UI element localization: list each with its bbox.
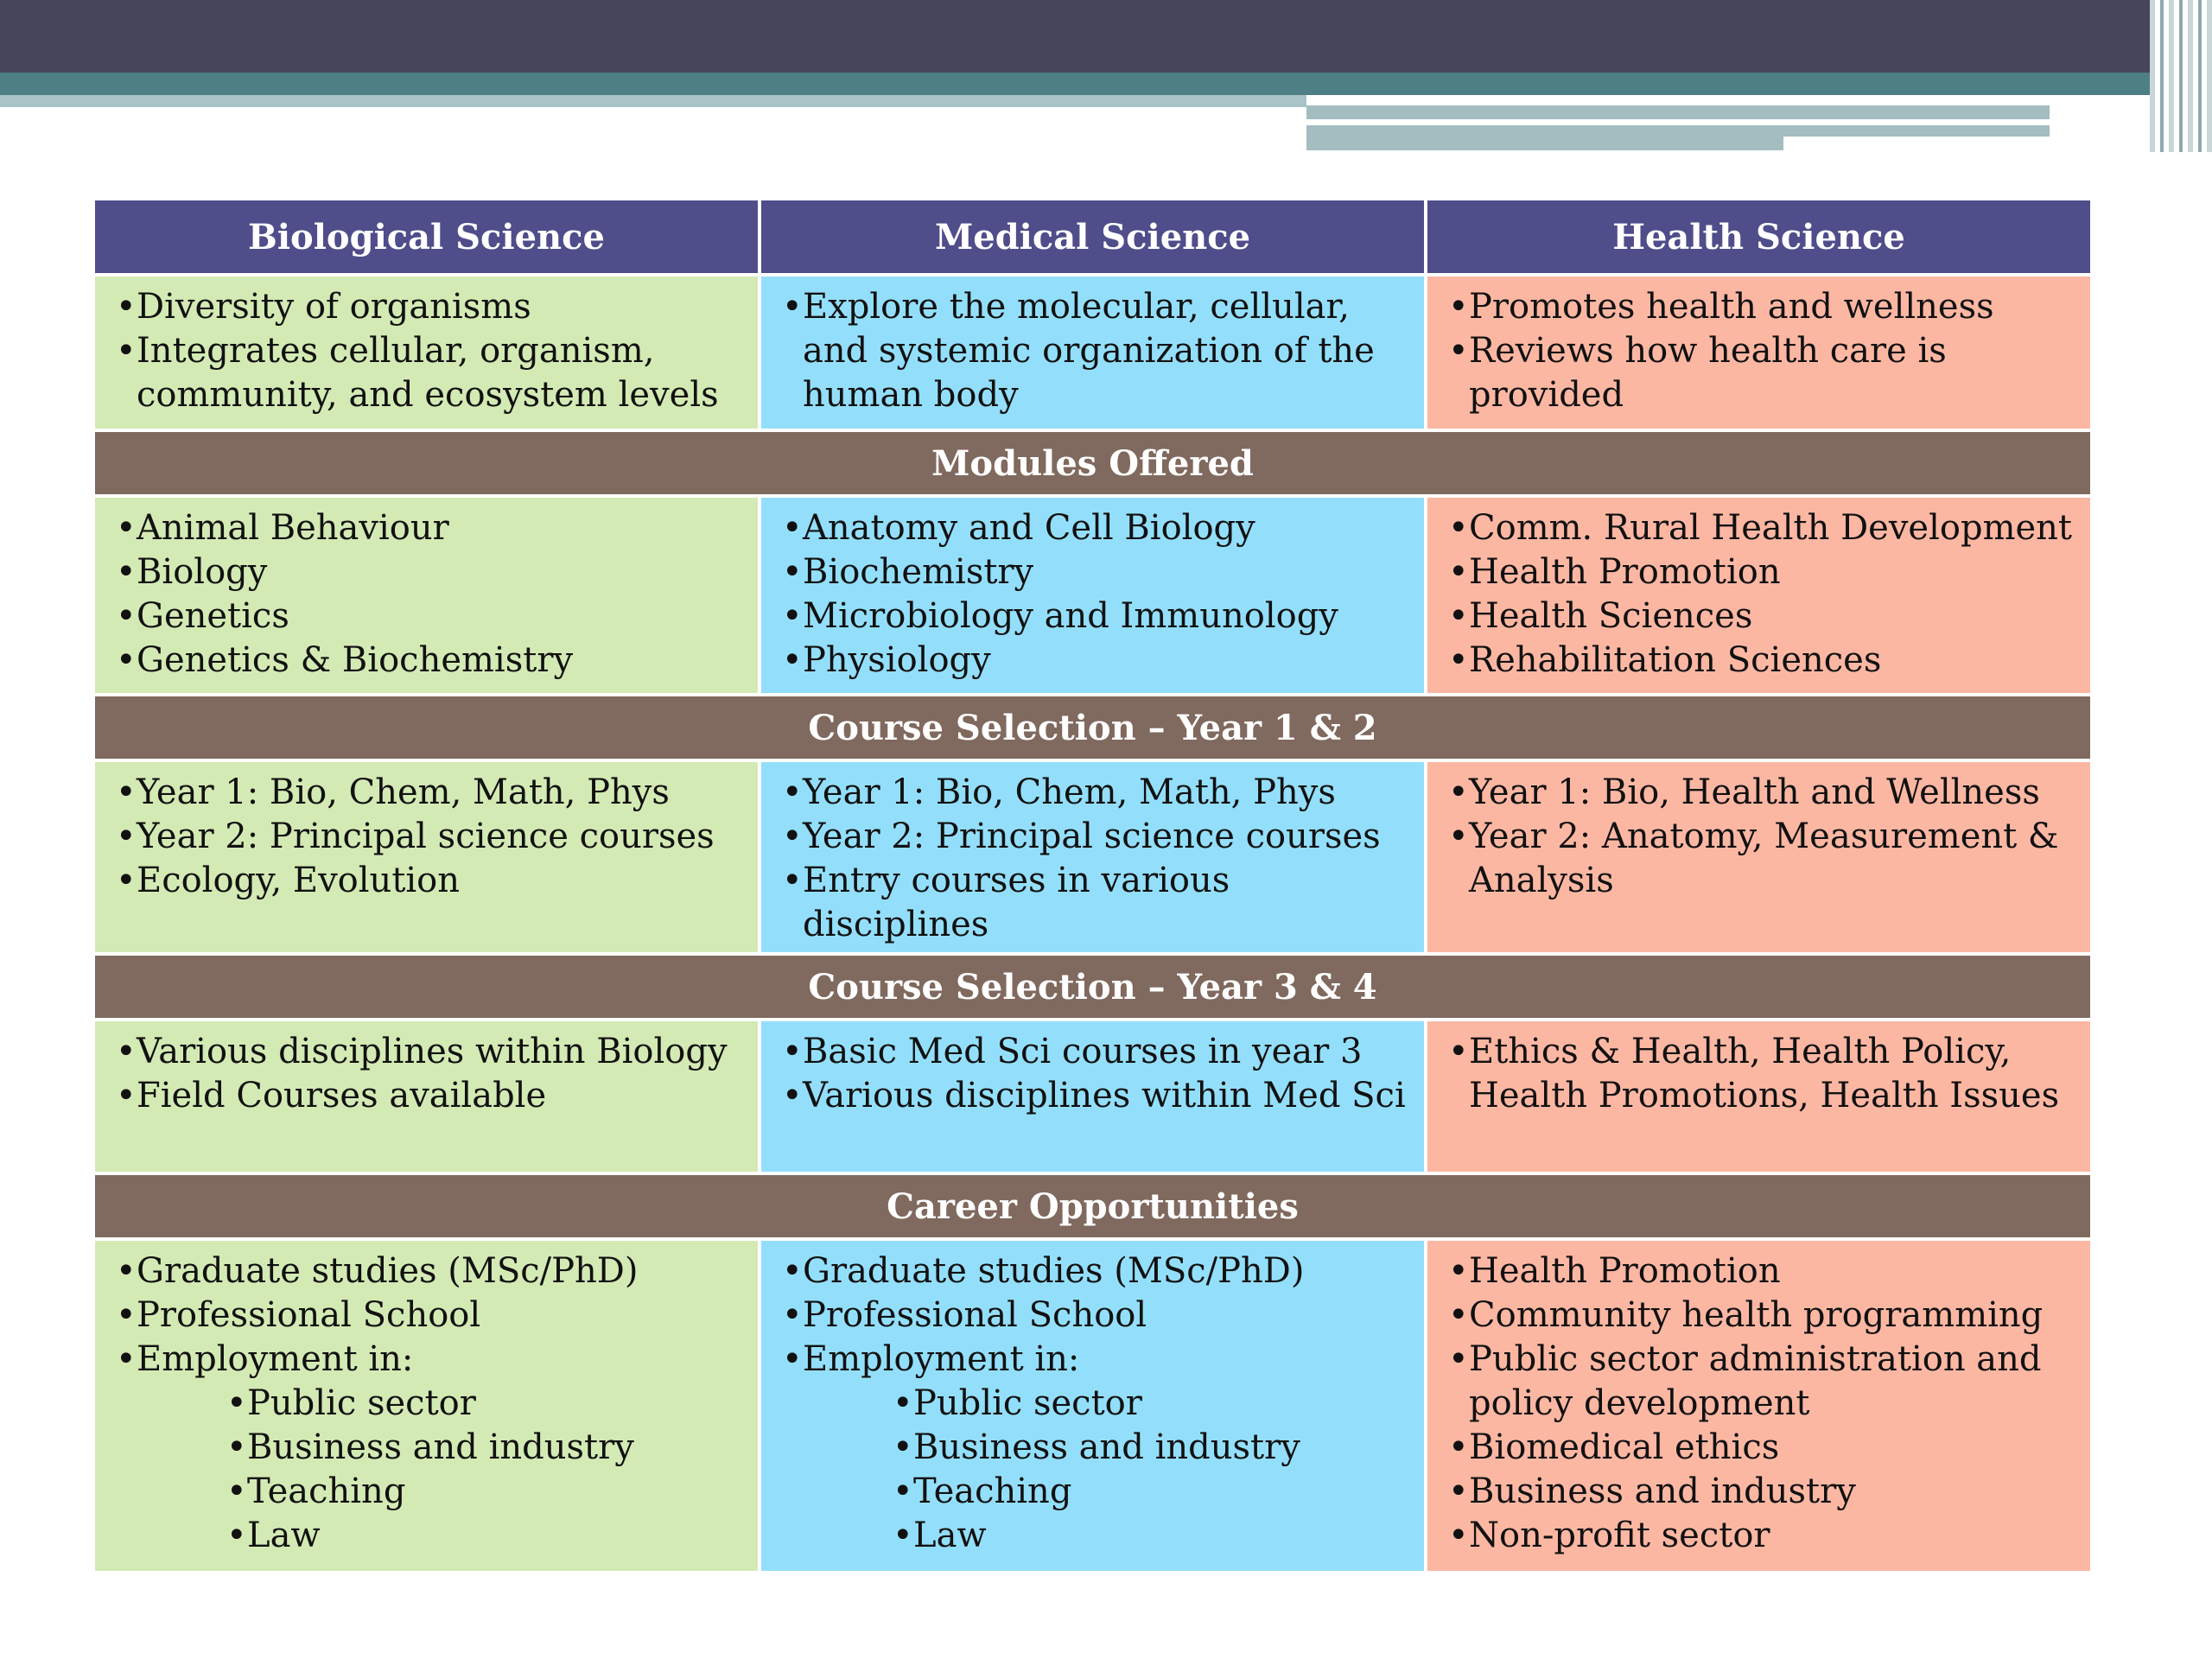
list-item: • Ecology, Evolution bbox=[116, 859, 741, 903]
header-line-short bbox=[1783, 137, 2051, 150]
sub-list-item: • Business and industry bbox=[893, 1426, 1407, 1470]
bio-modules-cell bbox=[95, 498, 758, 693]
list-item: • Employment in: bbox=[782, 1338, 1407, 1382]
list-item: • Health Sciences bbox=[1448, 594, 2073, 639]
list-item: • Year 1: Bio, Chem, Math, Phys bbox=[116, 771, 741, 815]
list-item: • Ethics & Health, Health Policy, Health Promotions, Health Issues bbox=[1448, 1030, 2073, 1118]
bio-year12-cell bbox=[95, 762, 758, 952]
list-item: • Biochemistry bbox=[782, 550, 1407, 594]
section-header-modules: Modules Offered bbox=[95, 432, 2090, 494]
list-item: • Year 1: Bio, Chem, Math, Phys bbox=[782, 771, 1407, 815]
list-item: • Integrates cellular, organism, community, and ecosystem levels bbox=[116, 329, 741, 417]
health-modules-cell bbox=[1427, 498, 2090, 693]
section-header-year-1-2: Course Selection – Year 1 & 2 bbox=[95, 696, 2090, 759]
list-item: • Professional School bbox=[116, 1294, 741, 1338]
sub-list-item: • Law bbox=[226, 1514, 741, 1558]
bio-year34-cell bbox=[95, 1021, 758, 1172]
list-item: • Anatomy and Cell Biology bbox=[782, 506, 1407, 550]
list-item: • Various disciplines within Med Sci bbox=[782, 1074, 1407, 1118]
list-item: • Various disciplines within Biology bbox=[116, 1030, 741, 1074]
health-year12-cell bbox=[1427, 762, 2090, 952]
list-item: • Explore the molecular, cellular, and systemic organization of the human body bbox=[782, 285, 1407, 417]
list-item: • Health Promotion bbox=[1448, 550, 2073, 594]
list-item: • Genetics & Biochemistry bbox=[116, 639, 741, 683]
list-item: • Public sector administration and policy development bbox=[1448, 1338, 2073, 1426]
list-item: • Animal Behaviour bbox=[116, 506, 741, 550]
header-stripe-light bbox=[0, 95, 1306, 107]
list-item: • Professional School bbox=[782, 1294, 1407, 1338]
list-item: • Biology bbox=[116, 550, 741, 594]
list-item: • Community health programming bbox=[1448, 1294, 2073, 1338]
list-item: • Physiology bbox=[782, 639, 1407, 683]
column-header-biological-science: Biological Science bbox=[95, 200, 758, 273]
sub-list-item: • Law bbox=[893, 1514, 1407, 1558]
list-item: • Basic Med Sci courses in year 3 bbox=[782, 1030, 1407, 1074]
header-vertical-bars bbox=[2150, 0, 2212, 152]
list-item: • Year 2: Anatomy, Measurement & Analysis bbox=[1448, 815, 2073, 903]
list-item: • Genetics bbox=[116, 594, 741, 639]
list-item: • Non-profit sector bbox=[1448, 1514, 2073, 1558]
health-description-cell bbox=[1427, 276, 2090, 429]
list-item: • Field Courses available bbox=[116, 1074, 741, 1118]
list-item: • Business and industry bbox=[1448, 1470, 2073, 1514]
header-bar bbox=[0, 0, 2212, 73]
column-header-health-science: Health Science bbox=[1427, 200, 2090, 273]
med-description-cell bbox=[761, 276, 1424, 429]
health-year34-cell bbox=[1427, 1021, 2090, 1172]
sub-list-item: • Public sector bbox=[226, 1382, 741, 1426]
med-careers-cell bbox=[761, 1241, 1424, 1571]
sub-list-item: • Public sector bbox=[893, 1382, 1407, 1426]
list-item: • Year 2: Principal science courses bbox=[116, 815, 741, 859]
bio-description-cell bbox=[95, 276, 758, 429]
list-item: • Diversity of organisms bbox=[116, 285, 741, 329]
list-item: • Microbiology and Immunology bbox=[782, 594, 1407, 639]
list-item: • Rehabilitation Sciences bbox=[1448, 639, 2073, 683]
list-item: • Biomedical ethics bbox=[1448, 1426, 2073, 1470]
program-comparison-table bbox=[95, 200, 2086, 1571]
med-year12-cell bbox=[761, 762, 1424, 952]
header-stripe bbox=[0, 73, 2212, 95]
list-item: • Year 1: Bio, Health and Wellness bbox=[1448, 771, 2073, 815]
sub-list-item: • Teaching bbox=[893, 1470, 1407, 1514]
list-item: • Entry courses in various disciplines bbox=[782, 859, 1407, 947]
list-item: • Promotes health and wellness bbox=[1448, 285, 2073, 329]
sub-list-item: • Teaching bbox=[226, 1470, 741, 1514]
sub-list-item: • Business and industry bbox=[226, 1426, 741, 1470]
header-line bbox=[1306, 119, 2050, 125]
column-header-medical-science: Medical Science bbox=[761, 200, 1424, 273]
list-item: • Health Promotion bbox=[1448, 1249, 2073, 1294]
list-item: • Reviews how health care is provided bbox=[1448, 329, 2073, 417]
health-careers-cell bbox=[1427, 1241, 2090, 1571]
list-item: • Graduate studies (MSc/PhD) bbox=[782, 1249, 1407, 1294]
section-header-careers: Career Opportunities bbox=[95, 1175, 2090, 1237]
list-item: • Graduate studies (MSc/PhD) bbox=[116, 1249, 741, 1294]
list-item: • Year 2: Principal science courses bbox=[782, 815, 1407, 859]
med-year34-cell bbox=[761, 1021, 1424, 1172]
list-item: • Employment in: bbox=[116, 1338, 741, 1382]
list-item: • Comm. Rural Health Development bbox=[1448, 506, 2073, 550]
section-header-year-3-4: Course Selection – Year 3 & 4 bbox=[95, 956, 2090, 1018]
bio-careers-cell bbox=[95, 1241, 758, 1571]
med-modules-cell bbox=[761, 498, 1424, 693]
